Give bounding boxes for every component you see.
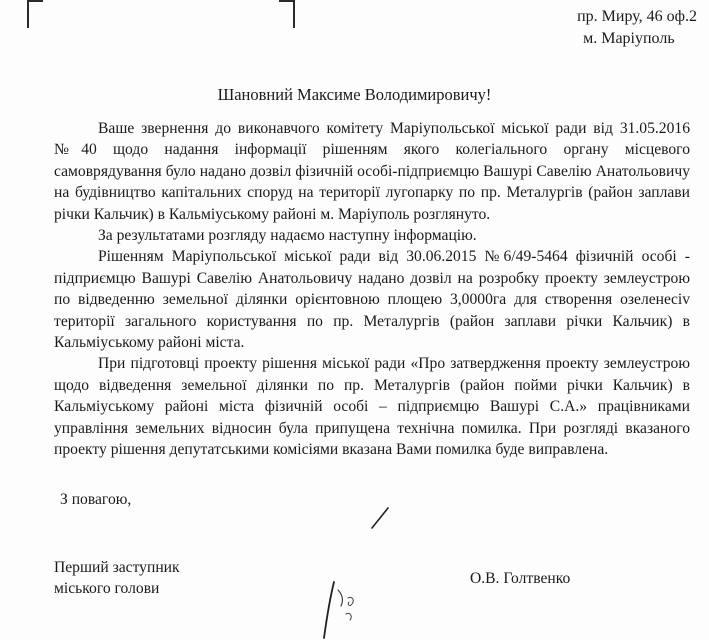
paragraph-3: Рішенням Маріупольської міської ради від 30.06.2015 №6/49-5464 фізичній особі - підприємцю Вашурі Савелію Анатольовичу надано дозвіл на розробку проекту землеустрою по відведенню земельної ділянки орієнтовною площею 3,0000га для створення озеленеciv території загального користування по пр. Металургів (район заплави річки Кальчик) в Кальміуському районі міста. (54, 248, 690, 352)
paragraph-1: Ваше звернення до виконавчого комітету Маріупольської міської ради від 31.05.2016 №40 щодо надання інформації рішенням якого колегіального органу місцевого самоврядування було надано дозвіл фізичній особі-підприємцю Вашурі Савелію Анатольовичу на будівництво капітальних споруд на території лугопарку по пр. Металургів (район заплави річки Кальчик) в Кальміуському районі м. Маріуполь розглянуто. (54, 120, 690, 223)
address-street: пр. Миру, 46 оф.2 (577, 8, 697, 25)
signer-position-line-2: міського голови (54, 580, 160, 597)
registration-corner-mark-left (27, 0, 43, 28)
paragraph-4: При підготовці проекту рішення міської ради «Про затвердження проекту землеустрою щодо відведення земельної ділянки по пр. Металургів (район пойми річки Кальчик) в Кальміуському районі міста фізичній особі – підприємцю Вашурі С.А.» працівниками управління земельних відносин була припущена технічна помилка. При розгляді вказаного проекту рішення депутатськими комісіями вказана Вами помилка буде виправлена. (54, 355, 690, 459)
salutation: Шановний Максиме Володимировичу! (217, 85, 492, 104)
registration-corner-mark-right (279, 0, 295, 28)
letter-body (54, 118, 690, 461)
address-city: м. Маріуполь (583, 30, 675, 47)
handwritten-signature (300, 490, 420, 640)
signer-name: О.В. Голтвенко (470, 570, 571, 587)
signer-position (54, 557, 180, 599)
recipient-address (577, 6, 697, 50)
signer-position-line-1: Перший заступник (54, 559, 180, 576)
closing-phrase: З повагою, (60, 491, 132, 508)
paragraph-2: За результатами розгляду надаємо наступну інформацію. (98, 227, 477, 245)
